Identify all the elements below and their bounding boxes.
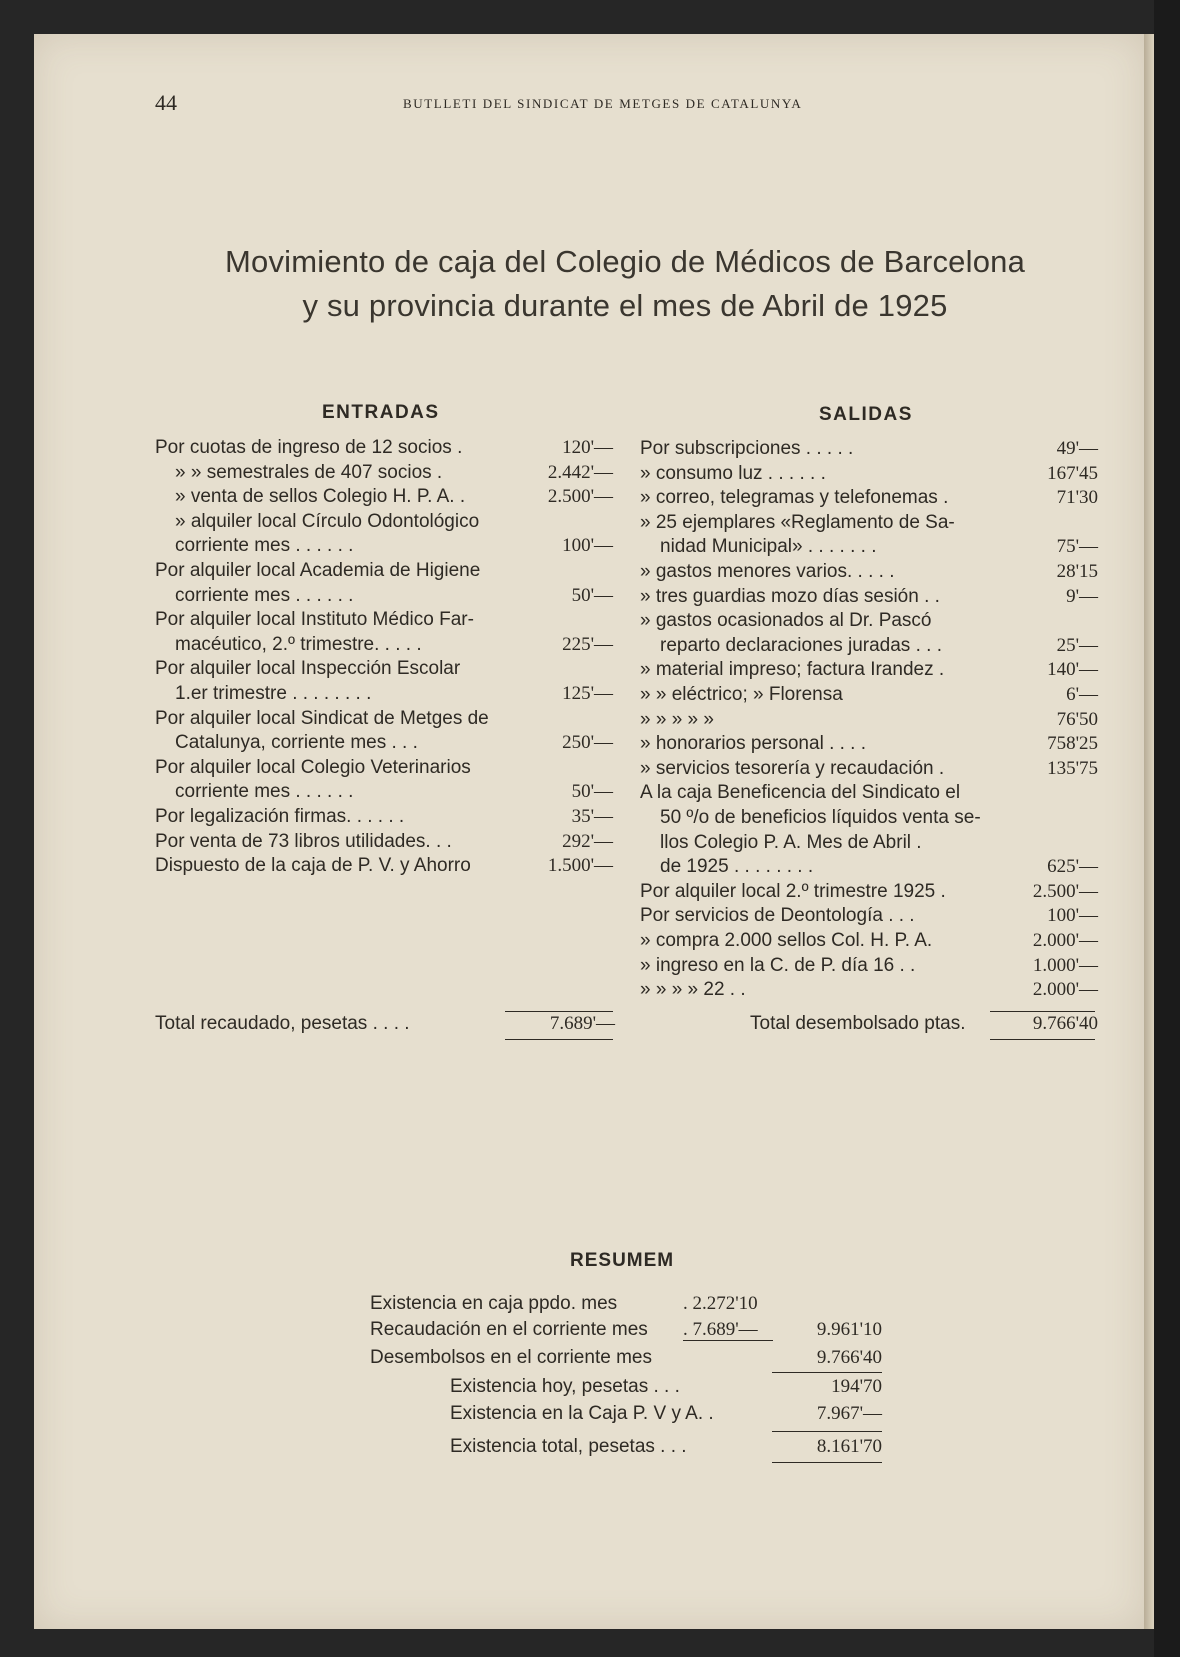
salidas-row-amount: 140'— xyxy=(1047,659,1098,681)
page-title xyxy=(150,240,1100,328)
salidas-row-text: » » » » » xyxy=(640,708,714,730)
entradas-row-amount: 100'— xyxy=(562,535,613,557)
salidas-row-text: de 1925 . . . . . . . . xyxy=(660,856,814,878)
resumen-label: Existencia total, pesetas . . . xyxy=(450,1436,687,1457)
page-edge xyxy=(1144,34,1154,1629)
entradas-row-text: » alquiler local Círculo Odontológico xyxy=(175,510,480,532)
salidas-row-amount: 1.000'— xyxy=(1032,954,1098,976)
entradas-total-amount: 7.689'— xyxy=(549,1013,615,1034)
salidas-row-text: Por alquiler local 2.º trimestre 1925 . xyxy=(640,880,946,902)
book-spine xyxy=(1154,0,1180,1657)
salidas-row-text: » servicios tesorería y recaudación . xyxy=(640,757,945,779)
resumen-label: Existencia hoy, pesetas . . . xyxy=(450,1376,680,1397)
entradas-row-amount: 125'— xyxy=(562,683,613,704)
entradas-row-text: Por alquiler local Instituto Médico Far- xyxy=(155,609,474,631)
salidas-total-rule xyxy=(990,1039,1095,1040)
salidas-total-label: Total desembolsado ptas. xyxy=(750,1013,966,1034)
salidas-heading: SALIDAS xyxy=(819,404,913,425)
salidas-row-amount: 100'— xyxy=(1047,905,1098,927)
entradas-row-amount: 292'— xyxy=(562,830,613,852)
salidas-row-text: » honorarios personal . . . . xyxy=(640,733,867,755)
resumen-rule-3 xyxy=(772,1431,882,1432)
resumen-rule-2 xyxy=(772,1372,882,1373)
entradas-row-text: Por venta de 73 libros utilidades. . . xyxy=(155,830,452,852)
salidas-total-amount: 9.766'40 xyxy=(1032,1013,1098,1034)
resumen-total-value: 7.967'— xyxy=(816,1403,882,1424)
page-number: 44 xyxy=(155,90,177,115)
entradas-row-text: macéutico, 2.º trimestre. . . . . xyxy=(175,633,422,655)
salidas-row-amount: 75'— xyxy=(1056,536,1098,558)
resumen-label: Existencia en la Caja P. V y A. . xyxy=(450,1403,714,1424)
entradas-row-amount: 120'— xyxy=(562,437,613,458)
salidas-row-text: » correo, telegramas y telefonemas . xyxy=(640,487,949,509)
resumen-rule-1 xyxy=(683,1340,773,1341)
running-title: BUTLLETI DEL SINDICAT DE METGES DE CATALUNYA xyxy=(403,96,803,111)
entradas-total-rule xyxy=(505,1039,613,1040)
salidas-row-amount: 2.000'— xyxy=(1032,979,1098,1001)
entradas-row-amount: 2.442'— xyxy=(547,461,613,483)
resumen-partial-value: . 2.272'10 xyxy=(683,1293,758,1314)
resumen-total-value: 8.161'70 xyxy=(816,1436,882,1457)
entradas-row-text: 1.er trimestre . . . . . . . . xyxy=(175,683,372,704)
entradas-row-text: Por alquiler local Inspección Escolar xyxy=(155,658,461,680)
salidas-row-amount: 2.500'— xyxy=(1032,880,1098,902)
salidas-row-amount: 49'— xyxy=(1056,438,1098,459)
salidas-row-amount: 76'50 xyxy=(1056,708,1098,730)
salidas-row-text: » » eléctrico; » Florensa xyxy=(640,684,843,705)
entradas-total-label: Total recaudado, pesetas . . . . xyxy=(155,1013,410,1034)
title-line-2: y su provincia durante el mes de Abril de 1925 xyxy=(302,288,948,323)
salidas-row-amount: 25'— xyxy=(1056,634,1098,656)
salidas-row-text: Por subscripciones . . . . . xyxy=(640,438,854,459)
resumen-heading: RESUMEM xyxy=(570,1250,675,1271)
resumen-label: Recaudación en el corriente mes xyxy=(370,1319,648,1340)
entradas-row-amount: 1.500'— xyxy=(547,855,613,877)
resumen-label: Existencia en caja ppdo. mes xyxy=(370,1293,618,1314)
salidas-row-text: Por servicios de Deontología . . . xyxy=(640,905,915,927)
entradas-row-text: Catalunya, corriente mes . . . xyxy=(175,732,418,754)
salidas-row-text: nidad Municipal» . . . . . . . xyxy=(660,536,877,558)
salidas-row-amount: 28'15 xyxy=(1056,561,1098,582)
salidas-total-rule-top xyxy=(990,1011,1095,1012)
resumen-partial-value: . 7.689'— xyxy=(683,1319,758,1340)
entradas-row-text: Por cuotas de ingreso de 12 socios . xyxy=(155,437,463,458)
salidas-row-text: A la caja Beneficencia del Sindicato el xyxy=(640,782,961,804)
entradas-row-text: corriente mes . . . . . . xyxy=(175,781,354,803)
entradas-row-text: Por alquiler local Academia de Higiene xyxy=(155,560,481,581)
salidas-row-text: » gastos ocasionados al Dr. Pascó xyxy=(640,610,932,632)
salidas-row-text: » compra 2.000 sellos Col. H. P. A. xyxy=(640,930,933,951)
salidas-row-text: » ingreso en la C. de P. día 16 . . xyxy=(640,954,916,976)
salidas-row-text: » 25 ejemplares «Reglamento de Sa- xyxy=(640,511,955,533)
resumen-total-value: 9.766'40 xyxy=(816,1347,882,1368)
salidas-row-amount: 9'— xyxy=(1066,585,1098,607)
entradas-row-text: » venta de sellos Colegio H. P. A. . xyxy=(175,486,466,508)
entradas-row-amount: 50'— xyxy=(571,584,613,606)
entradas-row-text: Por alquiler local Sindicat de Metges de xyxy=(155,707,489,729)
entradas-row-amount: 250'— xyxy=(562,732,613,754)
salidas-row-amount: 625'— xyxy=(1047,856,1098,878)
entradas-row-text: Dispuesto de la caja de P. V. y Ahorro xyxy=(155,855,471,877)
entradas-row-text: corriente mes . . . . . . xyxy=(175,584,354,606)
entradas-total-rule-top xyxy=(505,1011,613,1012)
entradas-row-amount: 50'— xyxy=(571,781,613,803)
entradas-row-text: » » semestrales de 407 socios . xyxy=(175,461,443,483)
entradas-heading: ENTRADAS xyxy=(322,402,440,423)
salidas-row-amount: 135'75 xyxy=(1047,757,1098,779)
salidas-row-text: reparto declaraciones juradas . . . xyxy=(660,634,942,656)
salidas-row-amount: 6'— xyxy=(1066,684,1098,705)
page-header xyxy=(155,90,975,114)
resumen-total-value: 194'70 xyxy=(831,1376,882,1397)
entradas-row-amount: 35'— xyxy=(571,806,613,827)
salidas-row-text: » gastos menores varios. . . . . xyxy=(640,561,895,582)
resumen-rule-4 xyxy=(772,1462,882,1463)
resumen-label: Desembolsos en el corriente mes xyxy=(370,1347,652,1368)
entradas-row-text: corriente mes . . . . . . xyxy=(175,535,354,557)
entradas-row-text: Por alquiler local Colegio Veterinarios xyxy=(155,756,471,778)
entradas-row-amount: 2.500'— xyxy=(547,486,613,508)
salidas-row-amount: 2.000'— xyxy=(1032,930,1098,951)
salidas-row-text: 50 º/o de beneficios líquidos venta se- xyxy=(660,807,981,828)
entradas-row-text: Por legalización firmas. . . . . . xyxy=(155,806,405,827)
title-line-1: Movimiento de caja del Colegio de Médicos de Barcelona xyxy=(224,244,1026,279)
entradas-row-amount: 225'— xyxy=(562,633,613,655)
salidas-row-amount: 758'25 xyxy=(1047,733,1098,755)
salidas-row-text: » material impreso; factura Irandez . xyxy=(640,659,945,681)
salidas-row-text: » tres guardias mozo días sesión . . xyxy=(640,585,940,607)
salidas-row-text: » consumo luz . . . . . . xyxy=(640,462,826,484)
resumen-total-value: 9.961'10 xyxy=(816,1319,882,1340)
salidas-row-amount: 71'30 xyxy=(1056,487,1098,509)
salidas-row-text: » » » » 22 . . xyxy=(640,979,746,1001)
salidas-row-text: llos Colegio P. A. Mes de Abril . xyxy=(660,831,922,853)
salidas-row-amount: 167'45 xyxy=(1047,462,1098,484)
